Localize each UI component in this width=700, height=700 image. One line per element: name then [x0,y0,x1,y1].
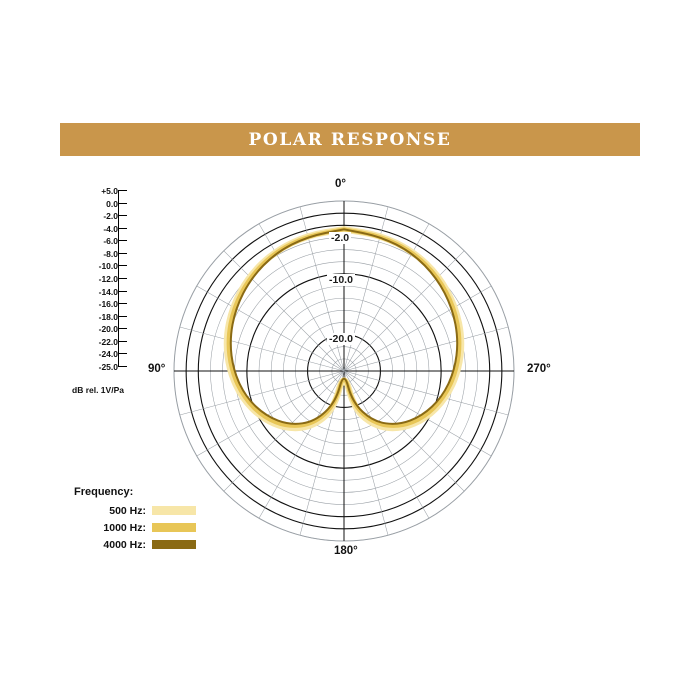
legend-items [74,503,214,552]
legend [74,486,214,554]
db-scale-tick-label: -14.0 [98,286,118,297]
db-scale [72,186,152,380]
axis-label-90: 90° [148,363,166,375]
db-scale-axis [118,191,119,367]
db-scale-tick-mark [118,328,127,329]
legend-item [74,503,214,518]
db-scale-tick-label: -20.0 [98,324,118,335]
polar-grid-spoke [197,286,344,371]
polar-grid-spoke [180,371,344,415]
db-scale-tick-label: -25.0 [98,362,118,372]
axis-label-270: 270° [527,363,551,375]
ring-label-minus20: -20.0 [329,333,353,345]
db-scale-tick-label: -8.0 [103,248,118,259]
legend-item-swatch [152,540,196,549]
db-scale-tick-label: -6.0 [103,236,118,247]
legend-item [74,537,214,552]
db-scale-tick-label: -12.0 [98,274,118,284]
legend-item [74,520,214,535]
axis-label-180: 180° [334,545,358,557]
db-scale-tick [72,362,152,376]
polar-grid-spoke [344,286,491,371]
db-scale-tick-label: -16.0 [98,299,118,310]
db-scale-tick-mark [118,240,127,241]
polar-grid-svg [168,195,520,547]
polar-grid-spoke [259,224,344,371]
db-scale-tick-label: +5.0 [101,186,118,196]
db-scale-unit-label: dB rel. 1V/Pa [72,385,124,395]
db-scale-tick-label: -18.0 [98,311,118,322]
polar-grid-spoke [344,371,429,518]
axis-label-0: 0° [335,178,346,190]
db-scale-tick-mark [118,190,127,191]
polar-grid-spoke [344,371,508,415]
db-scale-tick-label: -10.0 [98,261,118,272]
legend-item-label: 500 Hz: [109,504,146,517]
polar-grid-spoke [344,327,508,371]
ring-label-minus2: -2.0 [331,232,350,244]
db-scale-tick-mark [118,353,127,354]
db-scale-tick-mark [118,228,127,229]
db-scale-tick-mark [118,291,127,292]
legend-item-swatch [152,506,196,515]
page-title: POLAR RESPONSE [248,129,452,150]
db-scale-tick-mark [118,215,127,216]
polar-grid-spoke [224,251,344,371]
db-scale-tick-label: 0.0 [106,198,118,209]
db-scale-tick-mark [118,303,127,304]
title-banner [60,123,640,156]
legend-item-swatch [152,523,196,532]
polar-grid-spoke [259,371,344,518]
legend-item-label: 4000 Hz: [103,538,146,551]
db-scale-tick-mark [118,203,127,204]
db-scale-tick-mark [118,278,127,279]
polar-grid-spoke [180,327,344,371]
polar-plot [168,195,520,547]
db-scale-tick-mark [118,341,127,342]
db-scale-tick-label: -2.0 [103,211,118,222]
legend-item-label: 1000 Hz: [103,521,146,534]
db-scale-tick-mark [118,253,127,254]
db-scale-tick-mark [118,366,127,367]
polar-grid-spoke [344,251,464,371]
db-scale-tick-mark [118,265,127,266]
db-scale-tick-label: -22.0 [98,336,118,347]
db-scale-tick-mark [118,316,127,317]
legend-title: Frequency: [74,486,134,498]
ring-label-minus10: -10.0 [329,274,353,286]
db-scale-tick-label: -24.0 [98,349,118,360]
polar-grid-spoke [344,224,429,371]
db-scale-tick-label: -4.0 [103,223,118,234]
